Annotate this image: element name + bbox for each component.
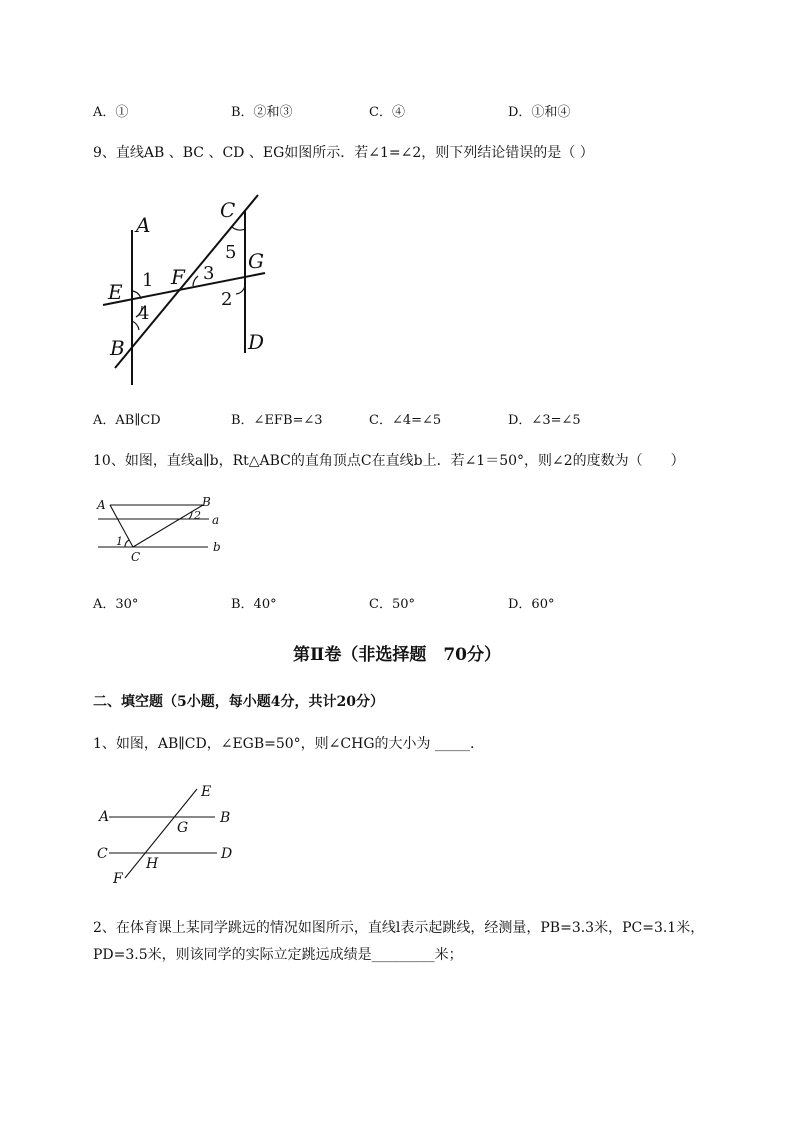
fill1-figure <box>95 780 245 890</box>
label-2: 2 <box>194 509 201 522</box>
label-2: 2 <box>221 289 233 310</box>
label-f: F <box>171 265 185 289</box>
label-d: D <box>248 330 265 354</box>
label-3: 3 <box>203 263 215 284</box>
label-a: A <box>99 809 110 825</box>
label-d: D <box>221 846 233 862</box>
q9-stem: 9、直线AB 、BC 、CD 、EG如图所示．若∠1=∠2，则下列结论错误的是（ ） <box>93 145 594 161</box>
q10-choice-c: C．50° <box>369 597 415 612</box>
fill2-line-2: PD=3.5米，则该同学的实际立定跳远成绩是_________米； <box>93 947 463 963</box>
part2-title: 第Ⅱ卷（非选择题 70分） <box>293 645 501 665</box>
section-heading: 二、填空题（5小题，每小题4分，共计20分） <box>93 694 384 710</box>
q8-choice-a: A．① <box>93 105 129 120</box>
q9-choice-c: C．∠4=∠5 <box>369 413 442 428</box>
side-bc <box>133 505 203 547</box>
label-e: E <box>108 280 123 304</box>
label-h: H <box>146 856 159 872</box>
angle-2-arc <box>236 285 245 294</box>
label-1: 1 <box>142 270 154 291</box>
label-b: B <box>220 810 231 826</box>
label-4: 4 <box>138 303 150 324</box>
label-b-vertex: B <box>202 495 211 509</box>
fill1-stem: 1、如图，AB∥CD，∠EGB=50°，则∠CHG的大小为 _____. <box>93 736 475 752</box>
angle-5-arc <box>232 227 245 230</box>
label-a: A <box>136 213 151 237</box>
label-g: G <box>177 820 189 836</box>
label-c-vertex: C <box>131 550 141 564</box>
q8-choice-d: D．①和④ <box>508 105 571 120</box>
label-5: 5 <box>225 242 237 263</box>
q10-stem: 10、如图，直线a∥b，Rt△ABC的直角顶点C在直线b上．若∠1＝50°，则∠2的度数为（ ） <box>93 453 685 469</box>
label-1: 1 <box>116 535 123 548</box>
q9-choice-a: A．AB∥CD <box>93 413 161 428</box>
label-c: C <box>97 846 108 862</box>
label-f: F <box>113 871 123 887</box>
q10-choice-b: B．40° <box>231 597 277 612</box>
q8-choice-c: C．④ <box>369 105 405 120</box>
label-b: B <box>110 336 125 360</box>
q9-choice-d: D．∠3=∠5 <box>508 413 581 428</box>
label-g: G <box>248 249 264 273</box>
label-a-vertex: A <box>97 498 106 512</box>
q10-choice-d: D．60° <box>508 597 555 612</box>
angle-3-arc <box>193 276 198 286</box>
q9-choice-b: B．∠EFB=∠3 <box>231 413 323 428</box>
fill2-line-1: 2、在体育课上某同学跳远的情况如图所示，直线l表示起跳线，经测量，PB=3.3米，PC=3.1米， <box>93 920 705 936</box>
angle-1-arc <box>125 540 129 547</box>
q10-figure <box>93 494 233 566</box>
label-c: C <box>220 198 236 222</box>
q8-choice-b: B．②和③ <box>231 105 293 120</box>
q10-choice-a: A．30° <box>93 597 139 612</box>
q9-figure <box>95 185 285 390</box>
label-line-a: a <box>212 513 220 527</box>
label-e: E <box>201 784 212 800</box>
label-line-b: b <box>213 540 221 554</box>
